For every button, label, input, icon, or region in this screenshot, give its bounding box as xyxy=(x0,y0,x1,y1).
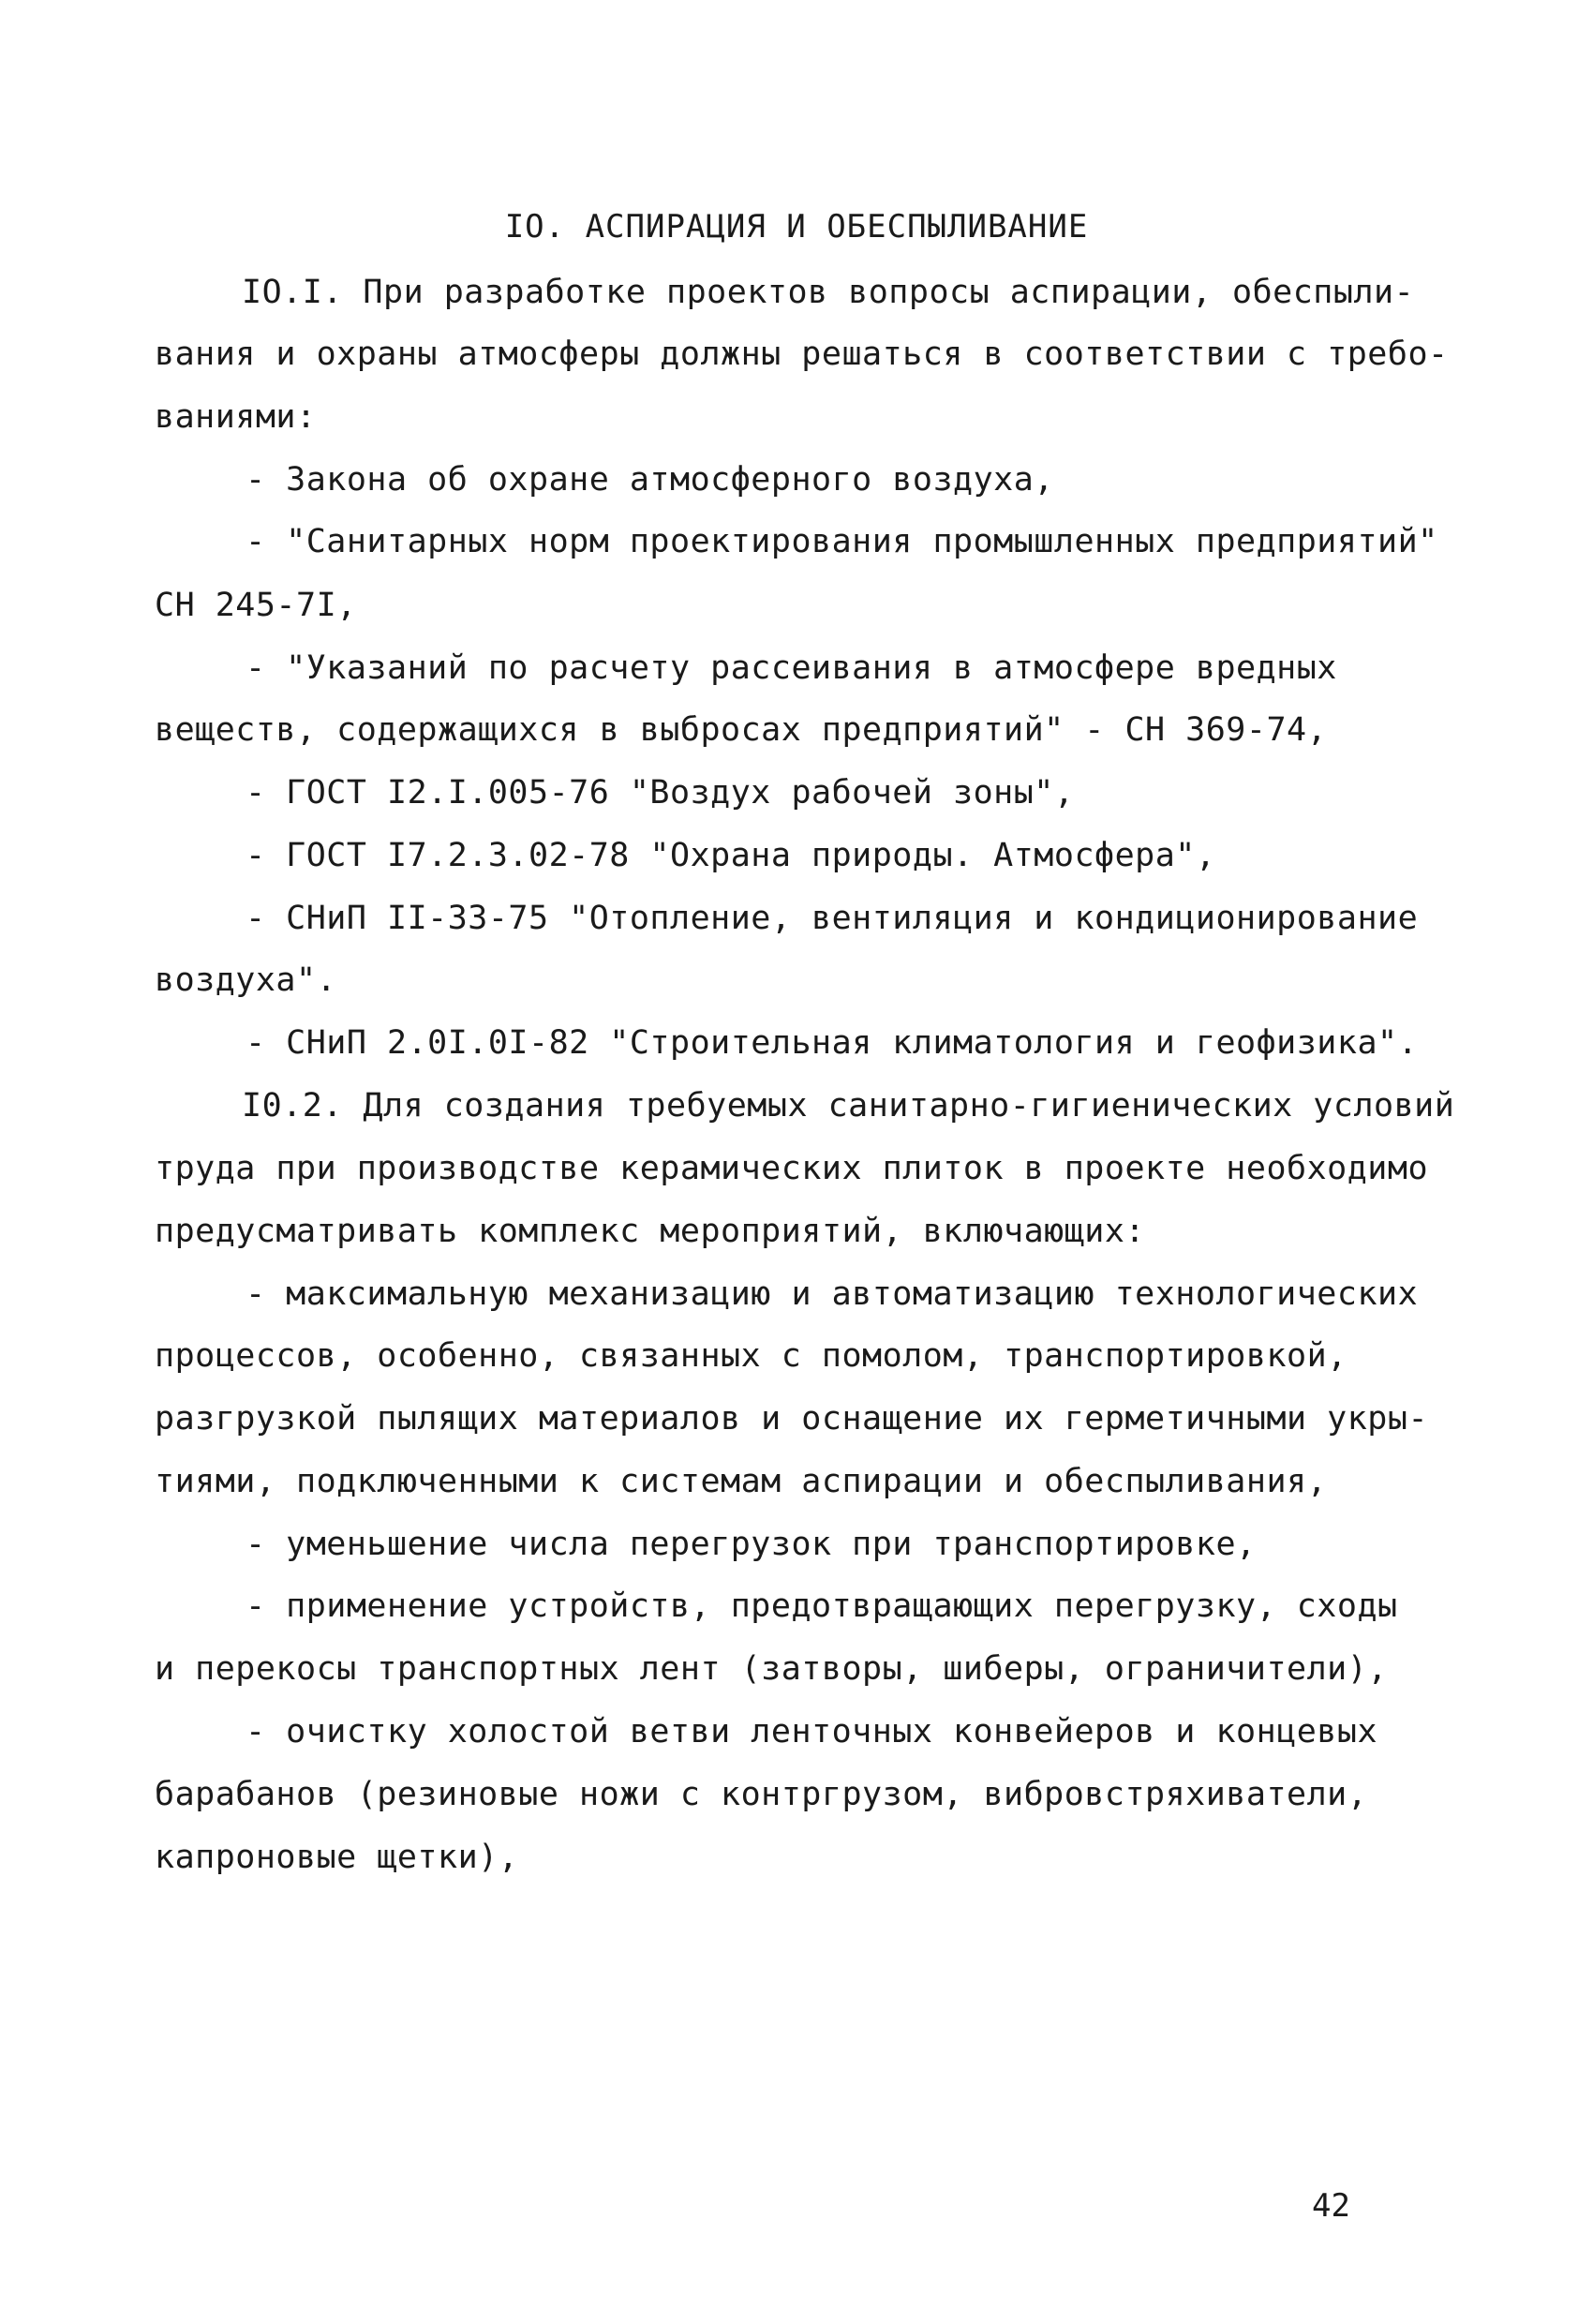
list-item: - очистку холостой ветви ленточных конвейеров и концевых xyxy=(246,1713,1378,1750)
text-line: разгрузкой пылящих материалов и оснащение их герметичными укры- xyxy=(155,1400,1429,1438)
section-heading: IO. АСПИРАЦИЯ И ОБЕСПЫЛИВАНИЕ xyxy=(504,208,1089,246)
text-line: процессов, особенно, связанных с помолом, транспортировкой, xyxy=(155,1337,1347,1375)
text-line: и перекосы транспортных лент (затворы, шиберы, ограничители), xyxy=(155,1650,1388,1688)
text-line: барабанов (резиновые ножи с контргрузом, вибровстряхиватели, xyxy=(155,1776,1368,1813)
text-line: IO.I. При разработке проектов вопросы аспирации, обеспыли- xyxy=(242,274,1415,311)
list-item: - "Указаний по расчету рассеивания в атмосфере вредных xyxy=(246,649,1337,687)
text-line: ваниями: xyxy=(155,398,317,436)
list-item: - СНиП II-33-75 "Отопление, вентиляция и кондиционирование xyxy=(246,900,1419,937)
text-line: труда при производстве керамических плиток в проекте необходимо xyxy=(155,1150,1429,1187)
list-item: - ГОСТ I7.2.3.02-78 "Охрана природы. Атмосфера", xyxy=(246,837,1216,874)
text-line: веществ, содержащихся в выбросах предприятий" - СН 369-74, xyxy=(155,711,1328,749)
page-number: 42 xyxy=(1312,2187,1350,2225)
text-line: СН 245-7I, xyxy=(155,587,357,624)
list-item: - "Санитарных норм проектирования промышленных предприятий" xyxy=(246,523,1438,560)
list-item: - СНиП 2.0I.0I-82 "Строительная климатология и геофизика". xyxy=(246,1024,1419,1062)
list-item: - применение устройств, предотвращающих перегрузку, сходы xyxy=(246,1587,1398,1625)
text-line: I0.2. Для создания требуемых санитарно-гигиенических условий xyxy=(242,1087,1455,1125)
text-line: вания и охраны атмосферы должны решаться в соответствии с требо- xyxy=(155,335,1449,373)
text-line: предусматривать комплекс мероприятий, включающих: xyxy=(155,1213,1146,1250)
list-item: - уменьшение числа перегрузок при транспортировке, xyxy=(246,1526,1257,1563)
list-item: - ГОСТ I2.I.005-76 "Воздух рабочей зоны", xyxy=(246,774,1075,812)
text-line: тиями, подключенными к системам аспирации и обеспыливания, xyxy=(155,1463,1328,1500)
list-item: - максимальную механизацию и автоматизацию технологических xyxy=(246,1275,1419,1313)
list-item: - Закона об охране атмосферного воздуха, xyxy=(246,461,1054,499)
text-line: капроновые щетки), xyxy=(155,1839,519,1876)
text-line: воздуха". xyxy=(155,961,337,999)
